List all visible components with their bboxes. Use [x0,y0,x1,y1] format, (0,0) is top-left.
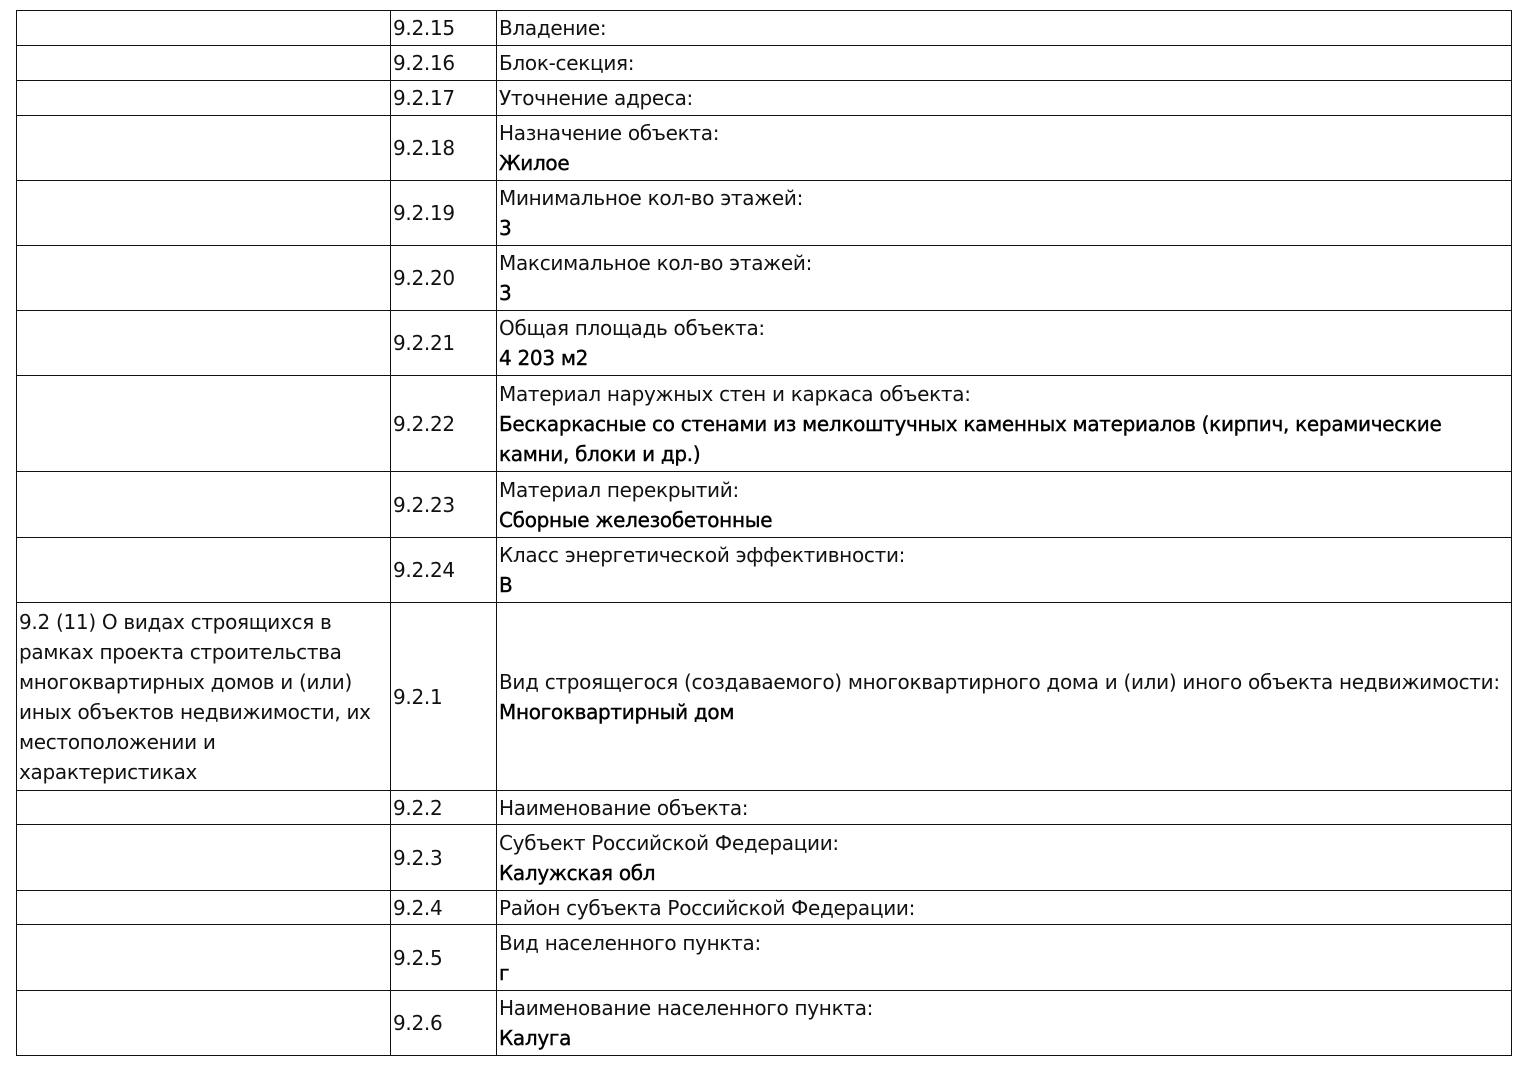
section-cell [17,11,391,46]
code-cell: 9.2.17 [391,81,497,116]
field-value: Жилое [499,151,570,175]
code-cell: 9.2.5 [391,925,497,991]
field-label: Материал перекрытий: [499,477,739,502]
code-cell: 9.2.1 [391,603,497,791]
section-cell [17,538,391,603]
code-cell: 9.2.15 [391,11,497,46]
section-cell [17,825,391,891]
code-cell: 9.2.19 [391,181,497,246]
field-value: Бескаркасные со стенами из мелкоштучных каменных материалов (кирпич, керамические камни, блоки и др.) [499,411,1442,466]
code-cell: 9.2.4 [391,891,497,925]
section-cell [17,891,391,925]
field-label: Материал наружных стен и каркаса объекта: [499,381,971,406]
field-value: Калуга [499,1026,572,1050]
field-cell [497,791,1512,825]
section-cell [17,46,391,81]
field-value: 3 [499,281,512,305]
field-label: Наименование объекта: [499,795,749,820]
field-cell [497,181,1512,246]
field-label: Владение: [499,16,607,40]
table-row [17,603,1512,791]
field-cell [497,538,1512,603]
section-cell [17,246,391,311]
code-cell: 9.2.20 [391,246,497,311]
table-row [17,791,1512,825]
field-cell [497,991,1512,1056]
field-cell [497,891,1512,925]
field-cell [497,603,1512,791]
table-row [17,538,1512,603]
field-cell [497,246,1512,311]
section-cell [17,311,391,376]
field-label: Вид населенного пункта: [499,930,761,955]
code-cell: 9.2.24 [391,538,497,603]
table-row [17,891,1512,925]
field-value: Сборные железобетонные [499,507,773,532]
code-cell: 9.2.22 [391,376,497,472]
table-row [17,472,1512,538]
field-cell [497,11,1512,46]
table-row [17,116,1512,181]
section-cell [17,181,391,246]
code-cell: 9.2.18 [391,116,497,181]
table-row [17,246,1512,311]
table-row [17,81,1512,116]
field-label: Наименование населенного пункта: [499,996,874,1020]
field-label: Субъект Российской Федерации: [499,830,839,855]
field-label: Назначение объекта: [499,121,720,145]
table-row [17,825,1512,891]
field-cell [497,925,1512,991]
field-cell [497,46,1512,81]
field-label: Район субъекта Российской Федерации: [499,895,916,920]
field-label: Максимальное кол-во этажей: [499,251,813,275]
field-value: г [499,960,510,985]
field-label: Блок-секция: [499,51,635,75]
table-row [17,925,1512,991]
field-value: Калужская обл [499,860,656,885]
field-cell [497,472,1512,538]
field-cell [497,311,1512,376]
section-cell [17,472,391,538]
field-cell [497,825,1512,891]
field-label: Минимальное кол-во этажей: [499,186,804,210]
code-cell: 9.2.2 [391,791,497,825]
code-cell: 9.2.3 [391,825,497,891]
section-cell [17,991,391,1056]
table-row [17,311,1512,376]
section-cell [17,376,391,472]
table-row [17,181,1512,246]
table-row [17,46,1512,81]
table-row [17,11,1512,46]
table-row [17,376,1512,472]
field-value: В [499,573,513,597]
field-label: Уточнение адреса: [499,86,693,110]
code-cell: 9.2.6 [391,991,497,1056]
field-label: Общая площадь объекта: [499,316,765,340]
code-cell: 9.2.23 [391,472,497,538]
document-table [16,10,1512,1056]
field-value: 3 [499,216,512,240]
code-cell: 9.2.16 [391,46,497,81]
field-label: Класс энергетической эффективности: [499,543,906,567]
table-row [17,991,1512,1056]
field-cell [497,81,1512,116]
section-cell [17,81,391,116]
section-cell: 9.2 (11) О видах строящихся в рамках проекта строительства многоквартирных домов и (или) иных объектов недвижимости, их местоположении и характеристиках [17,603,391,791]
section-cell [17,791,391,825]
field-cell [497,376,1512,472]
section-cell [17,116,391,181]
section-cell [17,925,391,991]
field-cell [497,116,1512,181]
code-cell: 9.2.21 [391,311,497,376]
field-value: Многоквартирный дом [499,699,735,724]
field-value: 4 203 м2 [499,346,589,370]
field-label: Вид строящегося (создаваемого) многоквартирного дома и (или) иного объекта недвижимости: [499,669,1500,694]
